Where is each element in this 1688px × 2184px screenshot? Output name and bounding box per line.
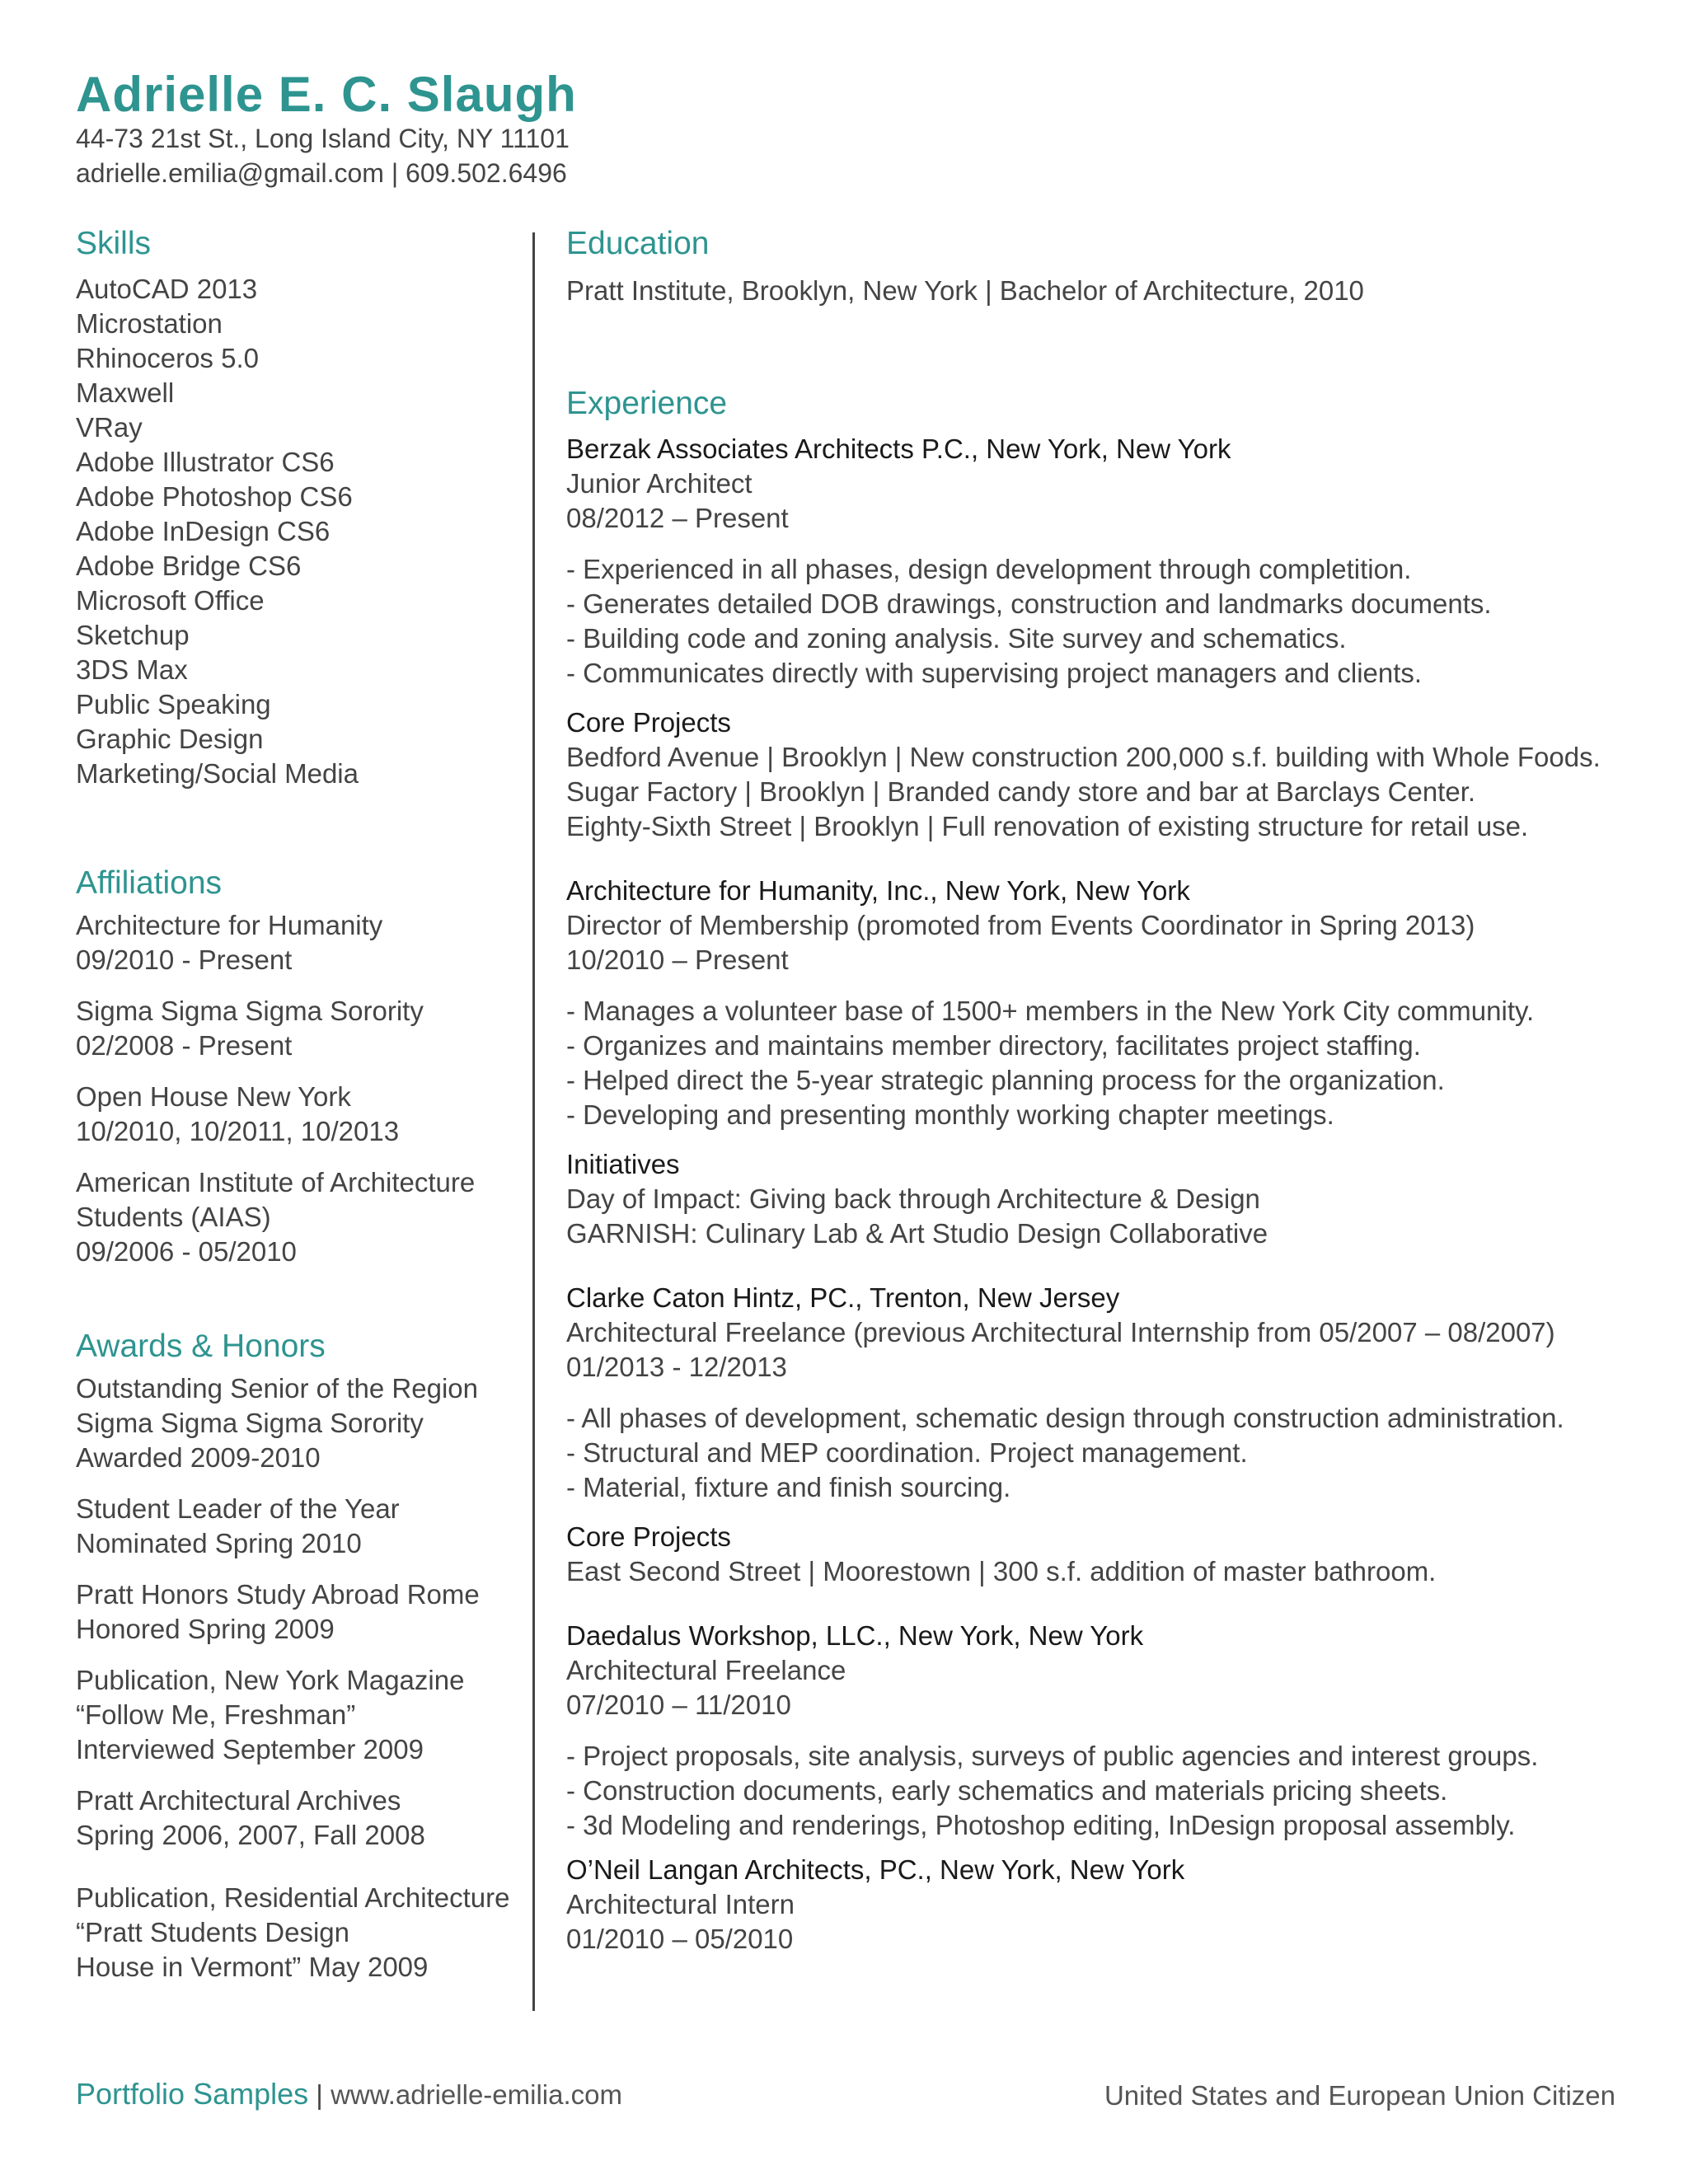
job-company: O’Neil Langan Architects, PC., New York, New York bbox=[566, 1854, 1185, 1885]
job-entry bbox=[566, 874, 1654, 1251]
address: 44-73 21st St., Long Island City, NY 11101 bbox=[76, 124, 570, 153]
job-bullets bbox=[566, 994, 1654, 1132]
education-line: Pratt Institute, Brooklyn, New York | Bachelor of Architecture, 2010 bbox=[566, 275, 1364, 306]
education-title: Education bbox=[566, 226, 710, 261]
skill-item: Microsoft Office bbox=[76, 585, 265, 616]
award-line: Nominated Spring 2010 bbox=[76, 1528, 362, 1558]
job-bullet: - Project proposals, site analysis, surveys of public agencies and interest groups. bbox=[566, 1741, 1539, 1771]
skills-section bbox=[76, 224, 521, 791]
job-subsection bbox=[566, 705, 1654, 844]
subsection-title: Core Projects bbox=[566, 1521, 731, 1552]
affiliation-line: Open House New York bbox=[76, 1081, 351, 1112]
award-line: Pratt Architectural Archives bbox=[76, 1785, 401, 1816]
job-bullet: - Helped direct the 5-year strategic planning process for the organization. bbox=[566, 1065, 1445, 1095]
job-company: Daedalus Workshop, LLC., New York, New York bbox=[566, 1620, 1144, 1651]
skill-item: Sketchup bbox=[76, 620, 190, 650]
job-company: Clarke Caton Hintz, PC., Trenton, New Jersey bbox=[566, 1282, 1120, 1313]
skill-item: Adobe Illustrator CS6 bbox=[76, 447, 335, 477]
job-bullets bbox=[566, 1739, 1654, 1843]
footer-portfolio bbox=[76, 2077, 622, 2111]
job-bullet: - Manages a volunteer base of 1500+ members in the New York City community. bbox=[566, 996, 1535, 1026]
subsection-item: Day of Impact: Giving back through Architecture & Design bbox=[566, 1183, 1260, 1214]
awards-list bbox=[76, 1371, 521, 1985]
job-dates: 01/2010 – 05/2010 bbox=[566, 1924, 794, 1954]
skill-item: Marketing/Social Media bbox=[76, 758, 359, 789]
job-subsection bbox=[566, 1520, 1654, 1589]
job-entry bbox=[566, 432, 1654, 844]
awards-section bbox=[76, 1327, 521, 1985]
affiliation-line: Sigma Sigma Sigma Sorority bbox=[76, 996, 424, 1026]
job-dates: 07/2010 – 11/2010 bbox=[566, 1690, 791, 1720]
award-line: Publication, New York Magazine bbox=[76, 1665, 465, 1695]
job-bullet: - Organizes and maintains member directory, facilitates project staffing. bbox=[566, 1030, 1421, 1061]
affiliation-line: Architecture for Humanity bbox=[76, 910, 383, 940]
skill-item: VRay bbox=[76, 412, 143, 443]
job-company: Architecture for Humanity, Inc., New York, New York bbox=[566, 875, 1190, 906]
affiliations-section bbox=[76, 864, 521, 1269]
job-bullet: - Generates detailed DOB drawings, construction and landmarks documents. bbox=[566, 588, 1492, 619]
job-bullet: - Building code and zoning analysis. Site survey and schematics. bbox=[566, 623, 1347, 654]
skill-item: Public Speaking bbox=[76, 689, 271, 719]
affiliation-line: American Institute of Architecture bbox=[76, 1167, 476, 1197]
job-bullet: - All phases of development, schematic design through construction administration. bbox=[566, 1403, 1564, 1433]
affiliation-item bbox=[76, 1080, 521, 1149]
award-item bbox=[76, 1371, 521, 1475]
skill-item: Adobe InDesign CS6 bbox=[76, 516, 331, 546]
award-item bbox=[76, 1881, 521, 1985]
award-line: “Follow Me, Freshman” bbox=[76, 1699, 356, 1730]
job-role: Director of Membership (promoted from Events Coordinator in Spring 2013) bbox=[566, 910, 1475, 940]
experience-title: Experience bbox=[566, 386, 728, 421]
job-subsection bbox=[566, 1147, 1654, 1251]
job-bullet: - Material, fixture and finish sourcing. bbox=[566, 1472, 1011, 1502]
contact-info: adrielle.emilia@gmail.com | 609.502.6496 bbox=[76, 158, 567, 188]
affiliation-line: 09/2006 - 05/2010 bbox=[76, 1236, 297, 1267]
affiliations-list bbox=[76, 908, 521, 1269]
skill-item: Adobe Photoshop CS6 bbox=[76, 481, 353, 512]
column-divider bbox=[532, 232, 535, 2011]
education-section bbox=[566, 224, 1654, 308]
affiliations-title: Affiliations bbox=[76, 865, 223, 901]
job-entry bbox=[566, 1853, 1654, 1957]
job-bullet: - Developing and presenting monthly working chapter meetings. bbox=[566, 1099, 1334, 1130]
job-company: Berzak Associates Architects P.C., New York, New York bbox=[566, 434, 1231, 464]
job-role: Architectural Freelance (previous Architectural Internship from 05/2007 – 08/2007) bbox=[566, 1317, 1555, 1347]
award-line: Interviewed September 2009 bbox=[76, 1734, 424, 1765]
job-bullet: - Experienced in all phases, design development through completition. bbox=[566, 554, 1412, 584]
skill-item: Graphic Design bbox=[76, 724, 264, 754]
award-line: Pratt Honors Study Abroad Rome bbox=[76, 1579, 480, 1610]
skills-title: Skills bbox=[76, 226, 152, 261]
subsection-item: GARNISH: Culinary Lab & Art Studio Design Collaborative bbox=[566, 1218, 1268, 1249]
affiliation-line: 09/2010 - Present bbox=[76, 944, 293, 975]
affiliation-line: 10/2010, 10/2011, 10/2013 bbox=[76, 1116, 400, 1146]
award-line: Honored Spring 2009 bbox=[76, 1614, 335, 1644]
award-item bbox=[76, 1492, 521, 1561]
job-entry bbox=[566, 1619, 1654, 1843]
skill-item: Rhinoceros 5.0 bbox=[76, 343, 259, 373]
job-bullet: - Construction documents, early schematics and materials pricing sheets. bbox=[566, 1775, 1448, 1806]
skills-list bbox=[76, 272, 521, 791]
citizenship: United States and European Union Citizen bbox=[1104, 2080, 1615, 2111]
subsection-item: East Second Street | Moorestown | 300 s.f. addition of master bathroom. bbox=[566, 1556, 1437, 1586]
award-line: Student Leader of the Year bbox=[76, 1493, 400, 1524]
job-entry bbox=[566, 1281, 1654, 1589]
job-dates: 01/2013 - 12/2013 bbox=[566, 1352, 787, 1382]
job-bullets bbox=[566, 1401, 1654, 1505]
affiliation-item bbox=[76, 994, 521, 1063]
award-line: Publication, Residential Architecture bbox=[76, 1882, 510, 1913]
subsection-item: Bedford Avenue | Brooklyn | New construction 200,000 s.f. building with Whole Foods. bbox=[566, 742, 1601, 772]
jobs-list bbox=[566, 432, 1654, 1957]
skill-item: Maxwell bbox=[76, 377, 175, 408]
subsection-title: Initiatives bbox=[566, 1149, 680, 1179]
footer-separator: | bbox=[308, 2079, 331, 2110]
award-line: Spring 2006, 2007, Fall 2008 bbox=[76, 1820, 425, 1850]
resume-name: Adrielle E. C. Slaugh bbox=[76, 67, 577, 122]
experience-section bbox=[566, 384, 1654, 1957]
job-role: Junior Architect bbox=[566, 468, 753, 499]
right-column bbox=[566, 224, 1654, 1957]
job-dates: 08/2012 – Present bbox=[566, 503, 789, 533]
award-line: Awarded 2009-2010 bbox=[76, 1442, 321, 1473]
subsection-item: Eighty-Sixth Street | Brooklyn | Full renovation of existing structure for retail use. bbox=[566, 811, 1529, 841]
skill-item: Microstation bbox=[76, 308, 223, 339]
awards-title: Awards & Honors bbox=[76, 1329, 326, 1364]
job-role: Architectural Intern bbox=[566, 1889, 795, 1919]
subsection-item: Sugar Factory | Brooklyn | Branded candy store and bar at Barclays Center. bbox=[566, 776, 1476, 807]
job-bullet: - Communicates directly with supervising project managers and clients. bbox=[566, 658, 1423, 688]
affiliation-line: 02/2008 - Present bbox=[76, 1030, 293, 1061]
award-item bbox=[76, 1663, 521, 1767]
award-item bbox=[76, 1577, 521, 1647]
portfolio-link[interactable]: www.adrielle-emilia.com bbox=[331, 2079, 622, 2110]
subsection-title: Core Projects bbox=[566, 707, 731, 738]
portfolio-label: Portfolio Samples bbox=[76, 2077, 309, 2111]
job-dates: 10/2010 – Present bbox=[566, 944, 789, 975]
job-bullets bbox=[566, 552, 1654, 691]
left-column bbox=[76, 224, 521, 2001]
skill-item: Adobe Bridge CS6 bbox=[76, 551, 302, 581]
skill-item: 3DS Max bbox=[76, 654, 188, 685]
award-line: Sigma Sigma Sigma Sorority bbox=[76, 1408, 424, 1438]
award-line: “Pratt Students Design bbox=[76, 1917, 349, 1947]
job-role: Architectural Freelance bbox=[566, 1655, 846, 1685]
award-line: House in Vermont” May 2009 bbox=[76, 1952, 429, 1982]
award-line: Outstanding Senior of the Region bbox=[76, 1373, 478, 1404]
skill-item: AutoCAD 2013 bbox=[76, 274, 258, 304]
affiliation-item bbox=[76, 908, 521, 977]
affiliation-item bbox=[76, 1165, 521, 1269]
job-bullet: - 3d Modeling and renderings, Photoshop editing, InDesign proposal assembly. bbox=[566, 1810, 1516, 1840]
job-bullet: - Structural and MEP coordination. Project management. bbox=[566, 1437, 1248, 1468]
award-item bbox=[76, 1783, 521, 1853]
affiliation-line: Students (AIAS) bbox=[76, 1202, 271, 1232]
